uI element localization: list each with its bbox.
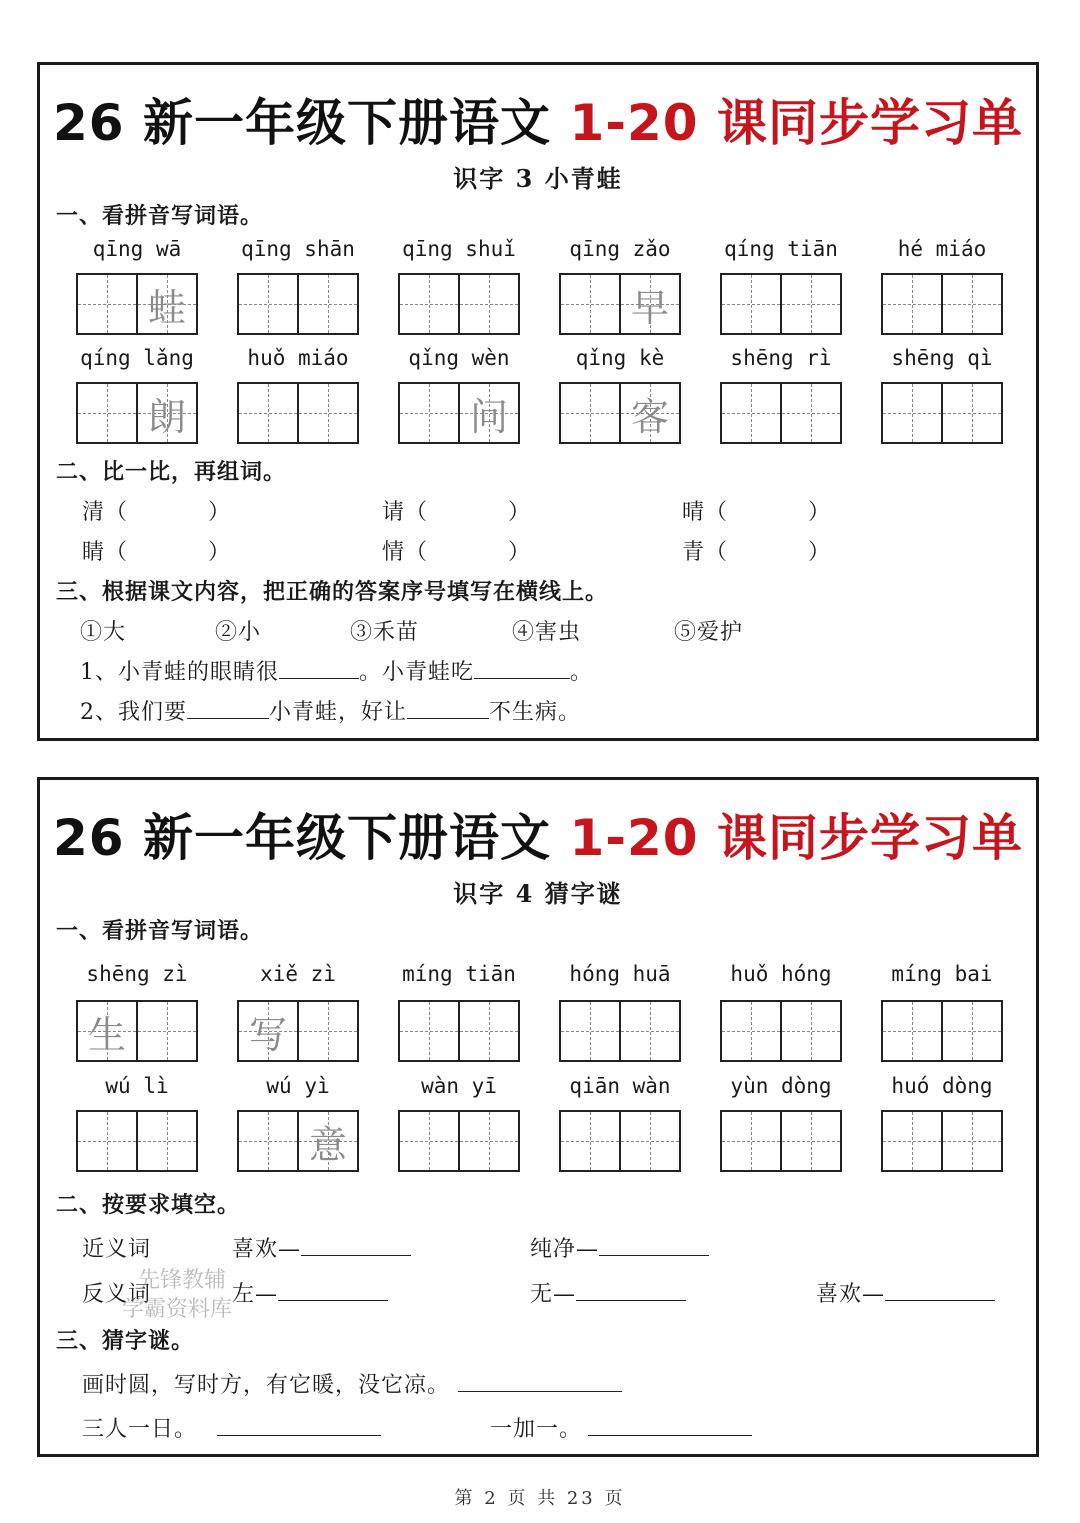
answer-blank[interactable] bbox=[588, 1431, 752, 1436]
tian-grid-cell[interactable] bbox=[941, 1112, 1001, 1170]
tian-grid-cell[interactable] bbox=[941, 384, 1001, 442]
tian-grid-cell[interactable] bbox=[78, 1112, 136, 1170]
title-red-part: 1-20 课同步学习单 bbox=[569, 809, 1023, 867]
hint-character bbox=[782, 1112, 840, 1170]
antonym-label: 反义词 bbox=[82, 1282, 152, 1307]
hint-character bbox=[561, 384, 619, 442]
pinyin-label: qīng zǎo bbox=[569, 237, 671, 261]
hint-character bbox=[460, 1002, 518, 1060]
watermark-line-1: 先锋教辅 bbox=[138, 1268, 227, 1293]
pinyin-label: qíng lǎng bbox=[80, 346, 194, 370]
compare-item: 清（ ） bbox=[82, 500, 232, 525]
pinyin-label: huó dòng bbox=[891, 1074, 993, 1098]
synonym-item: 喜欢— bbox=[232, 1232, 411, 1263]
synonym-item: 纯净— bbox=[530, 1232, 709, 1263]
tian-grid-cell[interactable] bbox=[78, 384, 136, 442]
tian-grid-cell[interactable] bbox=[883, 1002, 941, 1060]
hint-character bbox=[943, 275, 1001, 333]
tian-grid-cell[interactable] bbox=[722, 1112, 780, 1170]
answer-blank[interactable] bbox=[187, 714, 269, 719]
answer-blank[interactable] bbox=[599, 1251, 709, 1256]
tian-grid-cell[interactable] bbox=[400, 1112, 458, 1170]
writing-box[interactable] bbox=[720, 382, 842, 444]
hint-character bbox=[883, 384, 941, 442]
tian-grid-cell[interactable] bbox=[561, 275, 619, 333]
hint-character bbox=[883, 275, 941, 333]
hint-character bbox=[400, 1112, 458, 1170]
title-black-part: 26 新一年级下册语文 bbox=[53, 809, 552, 867]
tian-grid-cell[interactable] bbox=[78, 1002, 136, 1060]
writing-box[interactable] bbox=[720, 1000, 842, 1062]
writing-box[interactable] bbox=[881, 382, 1003, 444]
answer-blank[interactable] bbox=[279, 674, 359, 679]
writing-box[interactable] bbox=[559, 273, 681, 335]
riddle-1: 画时圆，写时方，有它暖，没它凉。 bbox=[82, 1368, 622, 1399]
title-red-part: 1-20 课同步学习单 bbox=[569, 94, 1023, 152]
answer-blank[interactable] bbox=[278, 1296, 388, 1301]
writing-box[interactable] bbox=[559, 382, 681, 444]
answer-blank[interactable] bbox=[458, 1387, 622, 1392]
hint-character bbox=[400, 384, 458, 442]
writing-box[interactable] bbox=[237, 273, 359, 335]
pinyin-label: shēng qì bbox=[891, 346, 993, 370]
tian-grid-cell[interactable] bbox=[780, 1002, 840, 1060]
lesson-title: 识字 4 猜字谜 bbox=[453, 879, 623, 908]
tian-grid-cell[interactable] bbox=[619, 275, 679, 333]
page-footer: 第 2 页 共 23 页 bbox=[454, 1488, 626, 1509]
writing-box[interactable] bbox=[559, 1000, 681, 1062]
option-4: ④害虫 bbox=[512, 620, 582, 645]
hint-character bbox=[722, 384, 780, 442]
pinyin-label: xiě zì bbox=[260, 962, 336, 986]
tian-grid-cell[interactable] bbox=[780, 384, 840, 442]
section-1-heading: 一、看拼音写词语。 bbox=[56, 918, 264, 944]
writing-box[interactable] bbox=[76, 1000, 198, 1062]
antonym-item: 左— bbox=[232, 1277, 388, 1308]
tian-grid-cell[interactable] bbox=[297, 1112, 357, 1170]
pinyin-label: hóng huā bbox=[569, 962, 671, 986]
hint-character bbox=[561, 275, 619, 333]
section-2-heading: 二、按要求填空。 bbox=[56, 1192, 241, 1218]
tian-grid-cell[interactable] bbox=[297, 275, 357, 333]
pinyin-label: shēng rì bbox=[730, 346, 832, 370]
pinyin-label: yùn dòng bbox=[730, 1074, 832, 1098]
hint-character bbox=[883, 1112, 941, 1170]
hint-character bbox=[78, 1112, 136, 1170]
writing-box[interactable] bbox=[881, 1000, 1003, 1062]
tian-grid-cell[interactable] bbox=[780, 1112, 840, 1170]
hint-character bbox=[138, 1002, 196, 1060]
hint-character bbox=[299, 275, 357, 333]
tian-grid-cell[interactable] bbox=[561, 1002, 619, 1060]
hint-character bbox=[78, 275, 136, 333]
pinyin-label: qīng shuǐ bbox=[402, 237, 516, 261]
hint-character bbox=[782, 275, 840, 333]
hint-character bbox=[943, 384, 1001, 442]
hint-character bbox=[782, 1002, 840, 1060]
pinyin-label: wàn yī bbox=[421, 1074, 497, 1098]
writing-box[interactable] bbox=[398, 1000, 520, 1062]
section-3-heading: 三、根据课文内容，把正确的答案序号填写在横线上。 bbox=[56, 579, 609, 605]
answer-blank[interactable] bbox=[474, 674, 570, 679]
pinyin-label: qǐng wèn bbox=[408, 346, 510, 370]
writing-box[interactable] bbox=[881, 273, 1003, 335]
hint-character bbox=[722, 1002, 780, 1060]
section-2-heading: 二、比一比，再组词。 bbox=[56, 459, 287, 485]
tian-grid-cell[interactable] bbox=[722, 275, 780, 333]
worksheet-title bbox=[40, 83, 1036, 155]
pinyin-label: huǒ hóng bbox=[730, 962, 832, 986]
worksheet-card-lesson4 bbox=[37, 777, 1039, 1457]
writing-box[interactable] bbox=[720, 273, 842, 335]
watermark-line-2: 学霸资料库 bbox=[122, 1297, 233, 1322]
pinyin-label: shēng zì bbox=[86, 962, 188, 986]
tian-grid-cell[interactable] bbox=[883, 275, 941, 333]
tian-grid-cell[interactable] bbox=[561, 1112, 619, 1170]
tian-grid-cell[interactable] bbox=[400, 1002, 458, 1060]
pinyin-label: wú lì bbox=[105, 1074, 169, 1098]
tian-grid-cell[interactable] bbox=[722, 384, 780, 442]
tian-grid-cell[interactable] bbox=[458, 275, 518, 333]
pinyin-label: míng bai bbox=[891, 962, 993, 986]
writing-box[interactable] bbox=[237, 382, 359, 444]
hint-character bbox=[239, 1112, 297, 1170]
hint-character bbox=[138, 1112, 196, 1170]
hint-character bbox=[883, 1002, 941, 1060]
synonym-label: 近义词 bbox=[82, 1237, 152, 1262]
hint-character bbox=[621, 1002, 679, 1060]
hint-character: 生 bbox=[87, 1012, 126, 1057]
fill-question-2: 2、我们要 小青蛙，好让 不生病。 bbox=[80, 700, 582, 725]
hint-character: 问 bbox=[469, 394, 508, 439]
option-3: ③禾苗 bbox=[350, 620, 420, 645]
writing-box[interactable] bbox=[881, 1110, 1003, 1172]
hint-character bbox=[460, 1112, 518, 1170]
tian-grid-cell[interactable] bbox=[941, 1002, 1001, 1060]
hint-character: 写 bbox=[248, 1012, 287, 1057]
pinyin-label: qíng tiān bbox=[724, 237, 838, 261]
tian-grid-cell[interactable] bbox=[136, 1002, 196, 1060]
tian-grid-cell[interactable] bbox=[780, 275, 840, 333]
hint-character: 朗 bbox=[147, 394, 186, 439]
pinyin-label: qiān wàn bbox=[569, 1074, 671, 1098]
compare-item: 情（ ） bbox=[382, 540, 532, 565]
hint-character bbox=[78, 384, 136, 442]
tian-grid-cell[interactable] bbox=[619, 384, 679, 442]
tian-grid-cell[interactable] bbox=[941, 275, 1001, 333]
answer-blank[interactable] bbox=[576, 1296, 686, 1301]
hint-character bbox=[561, 1112, 619, 1170]
pinyin-label: wú yì bbox=[266, 1074, 330, 1098]
writing-box[interactable] bbox=[237, 1110, 359, 1172]
hint-character bbox=[239, 275, 297, 333]
section-1-heading: 一、看拼音写词语。 bbox=[56, 203, 264, 229]
tian-grid-cell[interactable] bbox=[297, 1002, 357, 1060]
tian-grid-cell[interactable] bbox=[239, 1112, 297, 1170]
writing-box[interactable] bbox=[398, 382, 520, 444]
writing-box[interactable] bbox=[76, 1110, 198, 1172]
tian-grid-cell[interactable] bbox=[458, 384, 518, 442]
option-5: ⑤爱护 bbox=[674, 620, 744, 645]
tian-grid-cell[interactable] bbox=[239, 275, 297, 333]
hint-character bbox=[299, 384, 357, 442]
fill-question-1: 1、小青蛙的眼睛很 。小青蛙吃 。 bbox=[80, 660, 594, 685]
hint-character bbox=[400, 1002, 458, 1060]
antonym-item: 喜欢— bbox=[816, 1277, 995, 1308]
antonym-item: 无— bbox=[530, 1277, 686, 1308]
writing-box[interactable] bbox=[398, 273, 520, 335]
hint-character bbox=[943, 1112, 1001, 1170]
writing-box[interactable] bbox=[76, 273, 198, 335]
worksheet-title bbox=[40, 798, 1036, 870]
writing-box[interactable] bbox=[720, 1110, 842, 1172]
riddle-2: 三人一日。 bbox=[82, 1412, 381, 1443]
writing-box[interactable] bbox=[398, 1110, 520, 1172]
answer-blank[interactable] bbox=[885, 1296, 995, 1301]
writing-box[interactable] bbox=[237, 1000, 359, 1062]
tian-grid-cell[interactable] bbox=[239, 1002, 297, 1060]
title-black-part: 26 新一年级下册语文 bbox=[53, 94, 552, 152]
tian-grid-cell[interactable] bbox=[883, 384, 941, 442]
compare-item: 青（ ） bbox=[682, 540, 832, 565]
writing-box[interactable] bbox=[559, 1110, 681, 1172]
hint-character: 客 bbox=[630, 394, 669, 439]
hint-character: 早 bbox=[630, 285, 669, 330]
tian-grid-cell[interactable] bbox=[722, 1002, 780, 1060]
tian-grid-cell[interactable] bbox=[78, 275, 136, 333]
hint-character bbox=[782, 384, 840, 442]
hint-character: 蛙 bbox=[147, 285, 186, 330]
hint-character bbox=[561, 1002, 619, 1060]
worksheet-card-lesson3 bbox=[37, 62, 1039, 741]
tian-grid-cell[interactable] bbox=[136, 384, 196, 442]
option-2: ②小 bbox=[215, 620, 262, 645]
pinyin-label: qǐng kè bbox=[575, 346, 665, 370]
pinyin-label: huǒ miáo bbox=[247, 346, 349, 370]
section-3-heading: 三、猜字谜。 bbox=[56, 1328, 195, 1354]
hint-character bbox=[460, 275, 518, 333]
lesson-title: 识字 3 小青蛙 bbox=[453, 164, 623, 193]
pinyin-label: hé miáo bbox=[897, 237, 987, 261]
tian-grid-cell[interactable] bbox=[619, 1112, 679, 1170]
compare-item: 请（ ） bbox=[382, 500, 532, 525]
riddle-3: 一加一。 bbox=[490, 1412, 752, 1443]
hint-character bbox=[299, 1002, 357, 1060]
tian-grid-cell[interactable] bbox=[136, 1112, 196, 1170]
writing-box[interactable] bbox=[76, 382, 198, 444]
tian-grid-cell[interactable] bbox=[297, 384, 357, 442]
tian-grid-cell[interactable] bbox=[458, 1002, 518, 1060]
compare-item: 晴（ ） bbox=[682, 500, 832, 525]
tian-grid-cell[interactable] bbox=[239, 384, 297, 442]
pinyin-label: qīng shān bbox=[241, 237, 355, 261]
tian-grid-cell[interactable] bbox=[883, 1112, 941, 1170]
hint-character bbox=[400, 275, 458, 333]
hint-character bbox=[722, 275, 780, 333]
answer-blank[interactable] bbox=[407, 714, 489, 719]
tian-grid-cell[interactable] bbox=[400, 275, 458, 333]
tian-grid-cell[interactable] bbox=[619, 1002, 679, 1060]
hint-character bbox=[621, 1112, 679, 1170]
hint-character bbox=[239, 384, 297, 442]
pinyin-label: míng tiān bbox=[402, 962, 516, 986]
tian-grid-cell[interactable] bbox=[136, 275, 196, 333]
hint-character bbox=[943, 1002, 1001, 1060]
hint-character: 意 bbox=[308, 1122, 347, 1167]
tian-grid-cell[interactable] bbox=[458, 1112, 518, 1170]
answer-blank[interactable] bbox=[301, 1251, 411, 1256]
hint-character bbox=[722, 1112, 780, 1170]
tian-grid-cell[interactable] bbox=[400, 384, 458, 442]
answer-blank[interactable] bbox=[217, 1431, 381, 1436]
tian-grid-cell[interactable] bbox=[561, 384, 619, 442]
compare-item: 睛（ ） bbox=[82, 540, 232, 565]
pinyin-label: qīng wā bbox=[92, 237, 182, 261]
option-1: ①大 bbox=[80, 620, 127, 645]
